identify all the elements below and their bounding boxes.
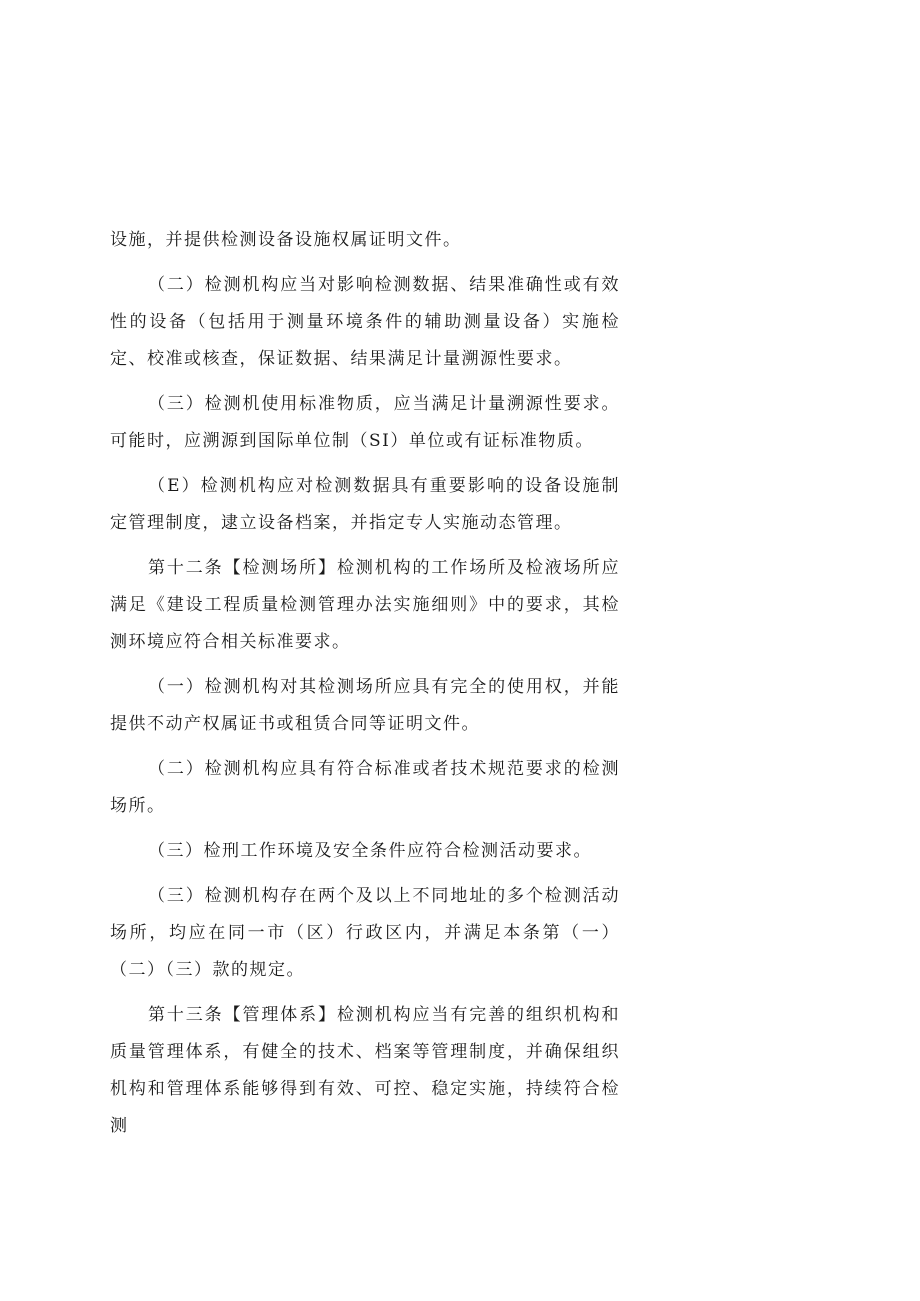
- paragraph-1: 设施，并提供检测设备设施权属证明文件。: [110, 230, 462, 250]
- paragraph-2: （二）检测机构应当对影响检测数据、结果准确性或有效性的设备（包括用于测量环境条件的辅助测量设备）实施检定、校准或核查，保证数据、结果满足计量溯源性要求。: [110, 275, 620, 369]
- paragraph-8: （三）检刑工作环境及安全条件应符合检测活动要求。: [148, 841, 592, 861]
- paragraph-4: （E）检测机构应对检测数据具有重要影响的设备设施制定管理制度，逮立设备档案，并指定专人实施动态管理。: [110, 476, 620, 533]
- paragraph-9: （三）检测机构存在两个及以上不同地址的多个检测活动场所，均应在同一市（区）行政区内，并满足本条第（一）（二）（三）款的规定。: [110, 886, 620, 980]
- paragraph-5: 第十二条【检测场所】检测机构的工作场所及检液场所应满足《建设工程质量检测管理办法实施细则》中的要求，其检测环境应符合相关标准要求。: [110, 558, 620, 652]
- paragraph-10: 第十三条【管理体系】检测机构应当有完善的组织机构和质量管理体系，有健全的技术、档案等管理制度，并确保组织机构和管理体系能够得到有效、可控、稳定实施，持续符合检测: [110, 1005, 620, 1136]
- paragraph-3: （三）检测机使用标准物质，应当满足计量溯源性要求。可能时，应溯源到国际单位制（SI）单位或有证标准物质。: [110, 394, 620, 451]
- paragraph-7: （二）检测机构应具有符合标准或者技术规范要求的检测场所。: [110, 759, 620, 816]
- document-body: [110, 222, 620, 1153]
- paragraph-6: （一）检测机构对其检测场所应具有完全的使用权，并能提供不动产权属证书或租赁合同等证明文件。: [110, 677, 620, 734]
